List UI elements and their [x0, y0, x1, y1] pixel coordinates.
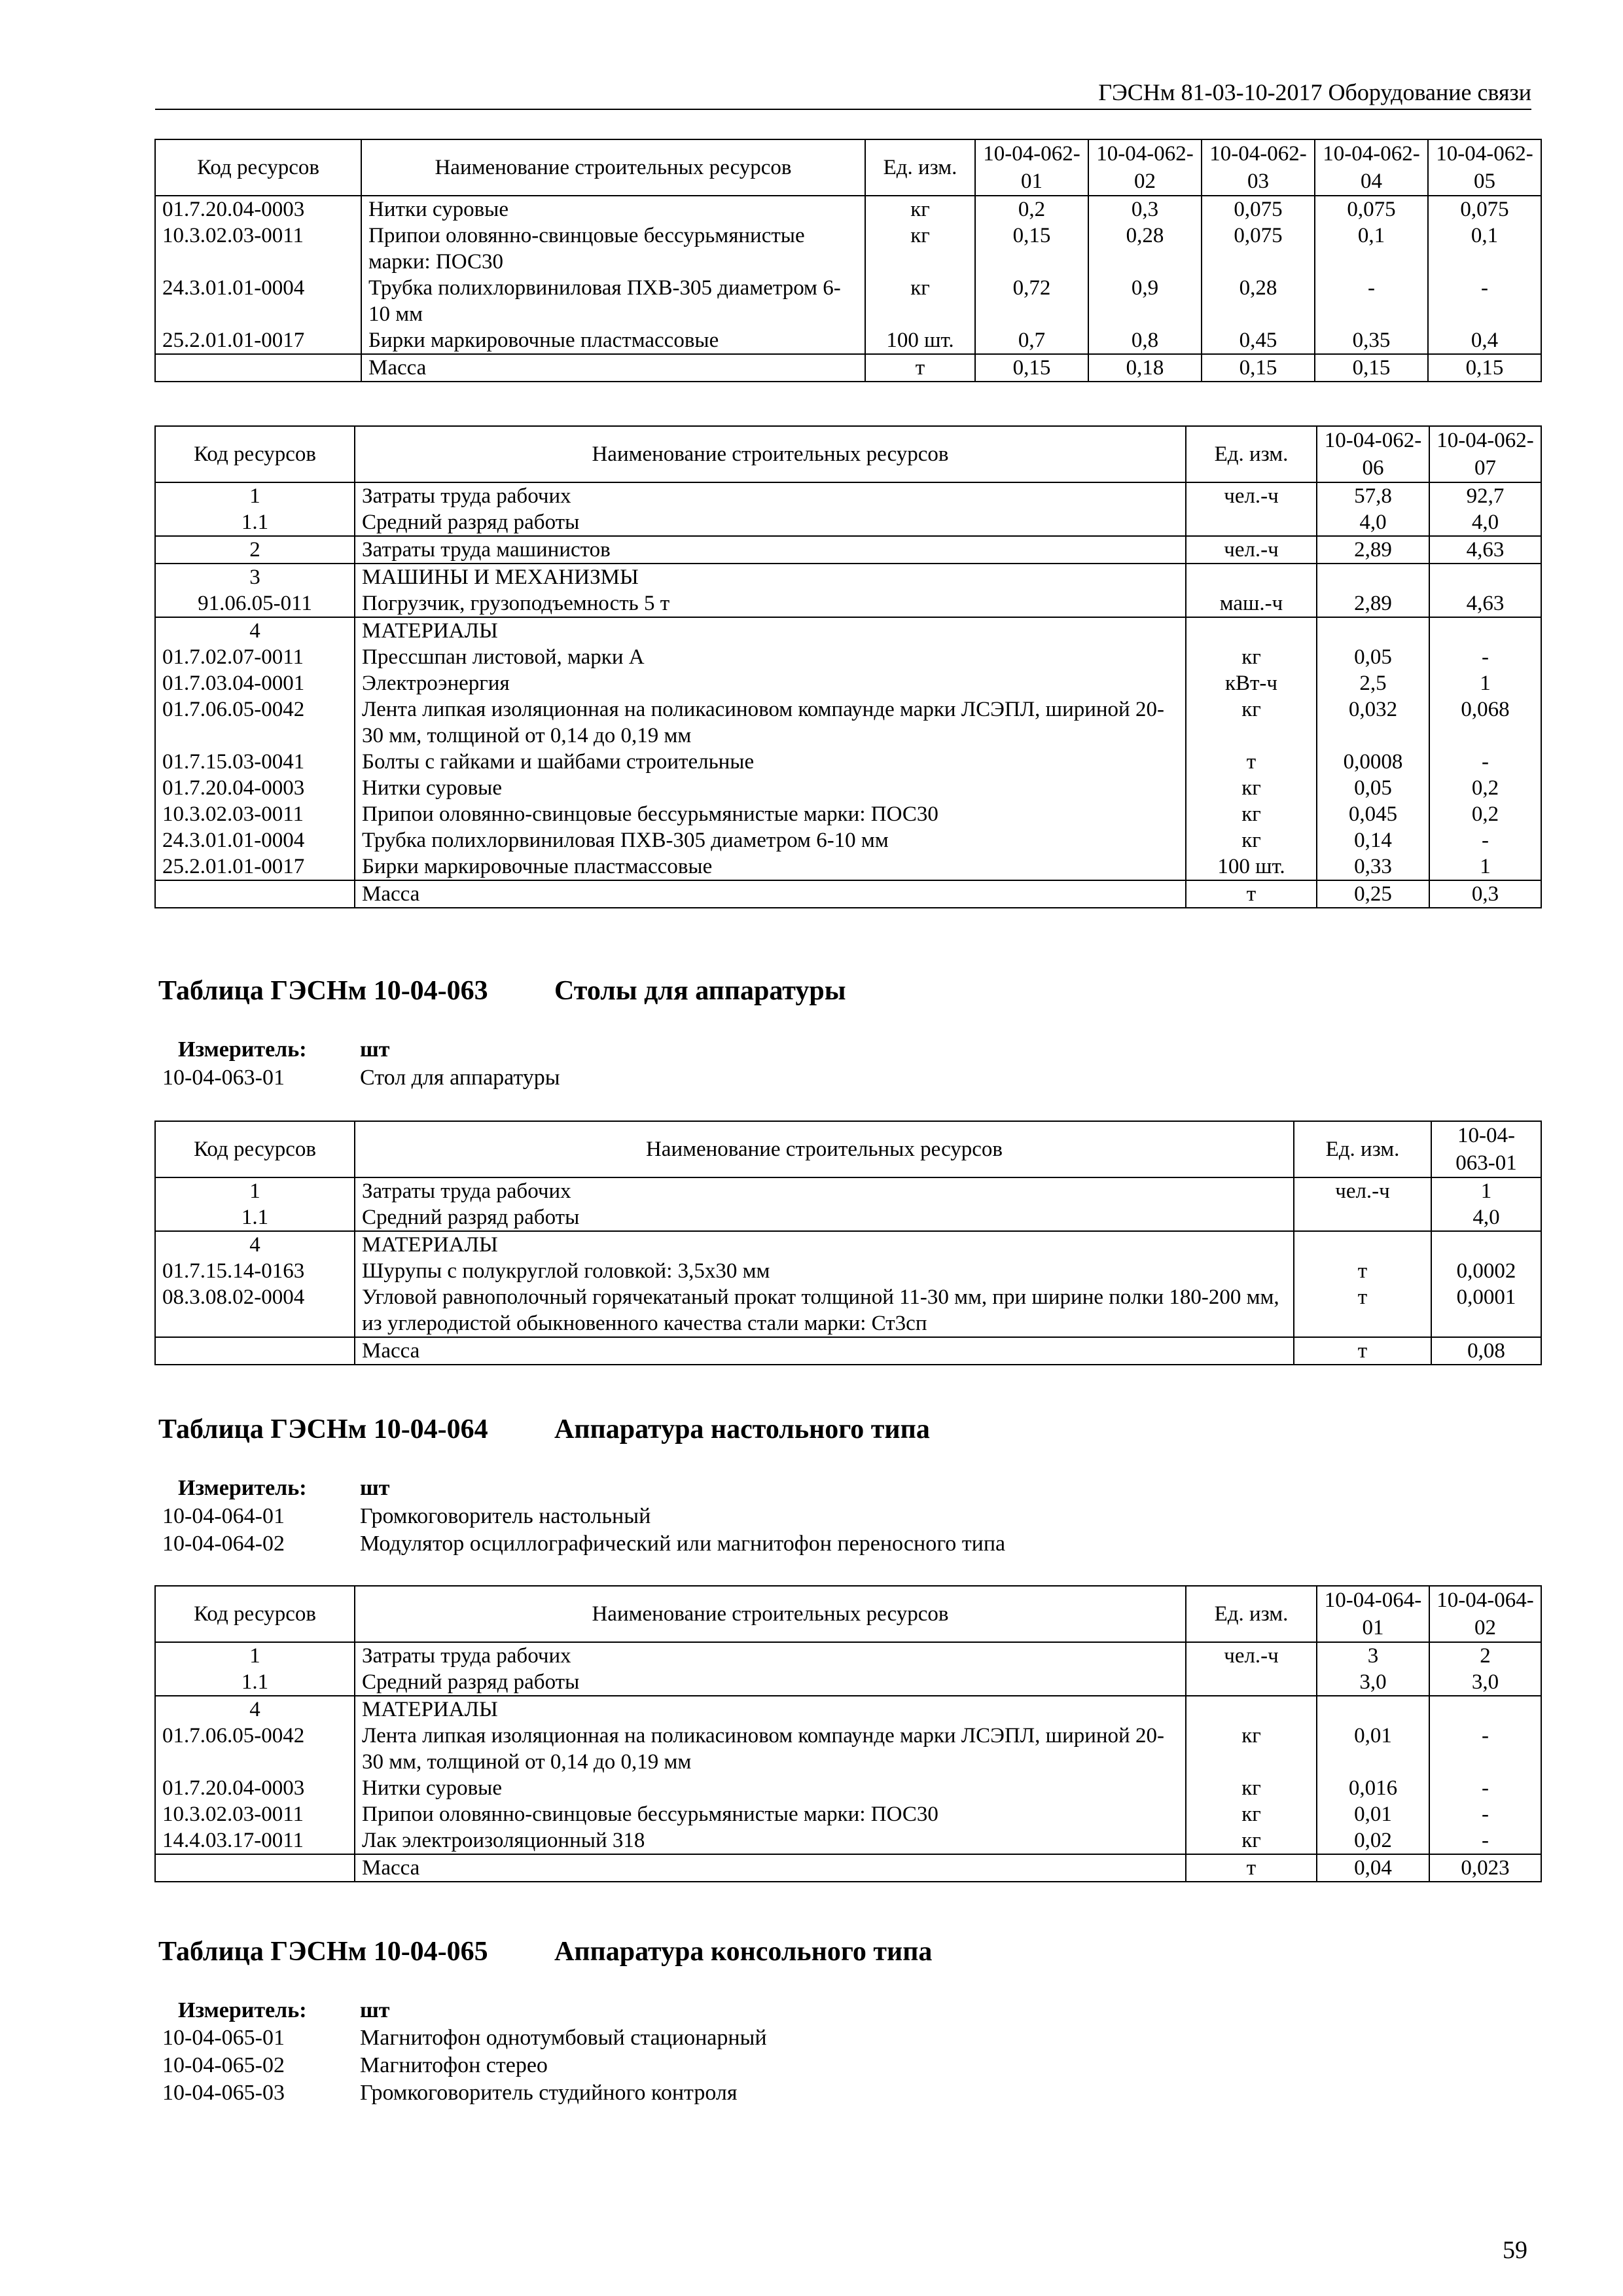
- measure-unit: шт: [360, 1476, 390, 1500]
- resource-value: 1: [1429, 670, 1541, 696]
- section-title: МАТЕРИАЛЫ: [355, 1231, 1294, 1258]
- measure-unit: шт: [360, 1037, 390, 1062]
- table-row: [155, 327, 1541, 354]
- resource-name: Масса: [355, 1854, 1186, 1882]
- norm-description: Магнитофон стерео: [360, 2053, 548, 2077]
- resource-unit: кг: [865, 275, 975, 327]
- section-title: МАТЕРИАЛЫ: [355, 1696, 1186, 1723]
- resource-unit: [1186, 1669, 1317, 1696]
- table-row: [155, 644, 1541, 670]
- resource-value: [1431, 1231, 1541, 1258]
- resource-name: Бирки маркировочные пластмассовые: [355, 853, 1186, 880]
- resource-name: Затраты труда рабочих: [355, 1642, 1186, 1669]
- resource-unit: кг: [1186, 1723, 1317, 1775]
- resource-name: Трубка полихлорвиниловая ПХВ-305 диаметром 6-10 мм: [355, 827, 1186, 853]
- resource-code: 01.7.20.04-0003: [155, 196, 361, 223]
- table-row: [155, 801, 1541, 827]
- resource-name: Шурупы с полукруглой головкой: 3,5х30 мм: [355, 1258, 1294, 1284]
- table-row: [155, 223, 1541, 275]
- resource-unit: [1186, 617, 1317, 644]
- resource-value: 4,0: [1317, 509, 1429, 536]
- mass-row: [155, 354, 1541, 382]
- resource-value: 0,9: [1088, 275, 1202, 327]
- mass-row: [155, 1854, 1541, 1882]
- col-header-code: Код ресурсов: [155, 426, 355, 482]
- resource-value: 0,075: [1202, 196, 1315, 223]
- resource-unit: [1186, 1696, 1317, 1723]
- resource-value: 0,8: [1088, 327, 1202, 354]
- resource-value: 0,2: [1429, 775, 1541, 801]
- table-title-065: [158, 1936, 933, 1967]
- resource-name: Нитки суровые: [361, 196, 865, 223]
- resource-value: 1: [1429, 853, 1541, 880]
- section-row: [155, 564, 1541, 590]
- measure-unit: шт: [360, 1998, 390, 2022]
- resource-value: -: [1429, 1775, 1541, 1801]
- norm-description: Громкоговоритель студийного контроля: [360, 2081, 738, 2105]
- resource-name: Средний разряд работы: [355, 509, 1186, 536]
- resource-value: 0,3: [1088, 196, 1202, 223]
- resource-value: -: [1429, 1723, 1541, 1775]
- resource-value: 2,89: [1317, 590, 1429, 617]
- table-name: Аппаратура консольного типа: [554, 1937, 933, 1967]
- table-code: Таблица ГЭСНм 10-04-064: [158, 1414, 488, 1444]
- resource-unit: кг: [1186, 1827, 1317, 1854]
- resource-value: 0,1: [1428, 223, 1541, 275]
- table-row: [155, 590, 1541, 617]
- table-name: Столы для аппаратуры: [554, 976, 846, 1006]
- norm-description: Стол для аппаратуры: [360, 1066, 560, 1090]
- resource-unit: кВт-ч: [1186, 670, 1317, 696]
- resource-name: Лента липкая изоляционная на поликасиновом компаунде марки ЛСЭПЛ, шириной 20-30 мм, толщиной от 0,14 до 0,19 мм: [355, 696, 1186, 749]
- resource-code: 10.3.02.03-0011: [155, 1801, 355, 1827]
- resource-value: [1429, 1696, 1541, 1723]
- table-code: Таблица ГЭСНм 10-04-065: [158, 1937, 488, 1967]
- resource-value: 4,63: [1429, 590, 1541, 617]
- resource-value: -: [1429, 1827, 1541, 1854]
- resource-value: 0,15: [975, 223, 1088, 275]
- resource-value: 0,016: [1317, 1775, 1429, 1801]
- resource-table-063: [154, 1121, 1542, 1365]
- col-header-norm: 10-04-064-01: [1317, 1586, 1429, 1642]
- table-row: [155, 1258, 1541, 1284]
- col-header-code: Код ресурсов: [155, 139, 361, 196]
- resource-name: Средний разряд работы: [355, 1669, 1186, 1696]
- page-number: 59: [1503, 2236, 1527, 2264]
- section-number: 4: [155, 1696, 355, 1723]
- resource-value: [1429, 617, 1541, 644]
- table-row: [155, 775, 1541, 801]
- resource-value: 2,89: [1317, 536, 1429, 564]
- resource-unit: чел.-ч: [1186, 482, 1317, 509]
- resource-value: 0,02: [1317, 1827, 1429, 1854]
- measure-label: Измеритель:: [178, 1998, 307, 2022]
- resource-value: 0,7: [975, 327, 1088, 354]
- resource-value: 0,15: [1202, 354, 1315, 382]
- resource-name: Припои оловянно-свинцовые бессурьмянистые марки: ПОС30: [355, 1801, 1186, 1827]
- resource-name: Нитки суровые: [355, 1775, 1186, 1801]
- norm-code: 10-04-065-03: [162, 2081, 285, 2105]
- table-row: [155, 1642, 1541, 1669]
- section-number: 4: [155, 1231, 355, 1258]
- resource-value: 0,28: [1088, 223, 1202, 275]
- table-header-row: [155, 1121, 1541, 1177]
- table-row: [155, 482, 1541, 509]
- col-header-name: Наименование строительных ресурсов: [361, 139, 865, 196]
- resource-value: 0,05: [1317, 644, 1429, 670]
- table-header-row: [155, 1586, 1541, 1642]
- resource-value: 0,45: [1202, 327, 1315, 354]
- table-header-row: [155, 426, 1541, 482]
- section-row: [155, 617, 1541, 644]
- resource-value: 0,01: [1317, 1801, 1429, 1827]
- resource-value: 0,2: [975, 196, 1088, 223]
- norm-code: 10-04-064-01: [162, 1504, 285, 1528]
- norm-code: 10-04-065-01: [162, 2026, 285, 2050]
- resource-value: 0,35: [1315, 327, 1428, 354]
- resource-code: 1.1: [155, 1669, 355, 1696]
- resource-name: Средний разряд работы: [355, 1204, 1294, 1231]
- resource-code: 01.7.02.07-0011: [155, 644, 355, 670]
- table-row: [155, 749, 1541, 775]
- section-row: [155, 1231, 1541, 1258]
- resource-table-062-a: [154, 139, 1542, 382]
- resource-table-062-b: [154, 425, 1542, 908]
- resource-code: 10.3.02.03-0011: [155, 223, 361, 275]
- resource-value: 3: [1317, 1642, 1429, 1669]
- resource-table-064: [154, 1585, 1542, 1882]
- resource-value: 0,023: [1429, 1854, 1541, 1882]
- resource-value: 0,075: [1202, 223, 1315, 275]
- table-row: [155, 1177, 1541, 1204]
- norm-description: Модулятор осциллографический или магнитофон переносного типа: [360, 1532, 1006, 1556]
- col-header-norm: 10-04-062-07: [1429, 426, 1541, 482]
- resource-code: 1: [155, 482, 355, 509]
- resource-unit: [1186, 564, 1317, 590]
- table-row: [155, 1827, 1541, 1854]
- resource-value: 3,0: [1317, 1669, 1429, 1696]
- resource-unit: [1294, 1231, 1431, 1258]
- resource-name: Прессшпан листовой, марки А: [355, 644, 1186, 670]
- resource-name: Масса: [355, 880, 1186, 908]
- resource-value: -: [1429, 749, 1541, 775]
- table-row: [155, 853, 1541, 880]
- resource-name: Погрузчик, грузоподъемность 5 т: [355, 590, 1186, 617]
- col-header-norm: 10-04-062-04: [1315, 139, 1428, 196]
- resource-unit: кг: [1186, 696, 1317, 749]
- resource-code: 2: [155, 536, 355, 564]
- resource-value: 3,0: [1429, 1669, 1541, 1696]
- norm-description: Громкоговоритель настольный: [360, 1504, 651, 1528]
- resource-value: 0,3: [1429, 880, 1541, 908]
- col-header-unit: Ед. изм.: [1186, 426, 1317, 482]
- resource-unit: т: [1186, 880, 1317, 908]
- resource-value: -: [1429, 644, 1541, 670]
- resource-unit: маш.-ч: [1186, 590, 1317, 617]
- resource-unit: чел.-ч: [1186, 536, 1317, 564]
- resource-value: -: [1315, 275, 1428, 327]
- resource-code: 91.06.05-011: [155, 590, 355, 617]
- col-header-name: Наименование строительных ресурсов: [355, 426, 1186, 482]
- resource-code: 1.1: [155, 509, 355, 536]
- table-header-row: [155, 139, 1541, 196]
- resource-value: 92,7: [1429, 482, 1541, 509]
- resource-name: Масса: [361, 354, 865, 382]
- section-title: МАТЕРИАЛЫ: [355, 617, 1186, 644]
- resource-code: [155, 354, 361, 382]
- resource-value: 0,4: [1428, 327, 1541, 354]
- measure-label: Измеритель:: [178, 1476, 307, 1500]
- resource-unit: кг: [865, 223, 975, 275]
- norm-code: 10-04-064-02: [162, 1532, 285, 1556]
- table-row: [155, 1284, 1541, 1337]
- resource-value: 0,05: [1317, 775, 1429, 801]
- resource-value: 0,0001: [1431, 1284, 1541, 1337]
- table-row: [155, 196, 1541, 223]
- resource-value: 0,0008: [1317, 749, 1429, 775]
- resource-name: Затраты труда машинистов: [355, 536, 1186, 564]
- resource-unit: кг: [1186, 644, 1317, 670]
- resource-value: 0,068: [1429, 696, 1541, 749]
- resource-value: 0,15: [975, 354, 1088, 382]
- resource-name: Затраты труда рабочих: [355, 1177, 1294, 1204]
- col-header-unit: Ед. изм.: [865, 139, 975, 196]
- table-row: [155, 509, 1541, 536]
- resource-name: Нитки суровые: [355, 775, 1186, 801]
- resource-code: 01.7.15.14-0163: [155, 1258, 355, 1284]
- table-row: [155, 275, 1541, 327]
- resource-code: 10.3.02.03-0011: [155, 801, 355, 827]
- resource-name: Трубка полихлорвиниловая ПХВ-305 диаметром 6-10 мм: [361, 275, 865, 327]
- table-row: [155, 1669, 1541, 1696]
- table-row: [155, 827, 1541, 853]
- col-header-norm: 10-04-064-02: [1429, 1586, 1541, 1642]
- col-header-name: Наименование строительных ресурсов: [355, 1121, 1294, 1177]
- resource-name: Припои оловянно-свинцовые бессурьмянистые марки: ПОС30: [355, 801, 1186, 827]
- resource-value: 0,14: [1317, 827, 1429, 853]
- resource-unit: 100 шт.: [865, 327, 975, 354]
- resource-name: Лак электроизоляционный 318: [355, 1827, 1186, 1854]
- resource-value: 0,04: [1317, 1854, 1429, 1882]
- resource-value: 0,1: [1315, 223, 1428, 275]
- resource-name: Угловой равнополочный горячекатаный прокат толщиной 11-30 мм, при ширине полки 180-200 мм, из углеродистой обыкновенного качества стали марки: Ст3сп: [355, 1284, 1294, 1337]
- measure-label: Измеритель:: [178, 1037, 307, 1062]
- resource-code: 1: [155, 1177, 355, 1204]
- resource-unit: кг: [1186, 1775, 1317, 1801]
- table-row: [155, 536, 1541, 564]
- col-header-norm: 10-04-062-01: [975, 139, 1088, 196]
- resource-value: 0,25: [1317, 880, 1429, 908]
- resource-value: 0,08: [1431, 1337, 1541, 1365]
- resource-code: 08.3.08.02-0004: [155, 1284, 355, 1337]
- resource-value: 0,01: [1317, 1723, 1429, 1775]
- resource-value: -: [1429, 827, 1541, 853]
- col-header-name: Наименование строительных ресурсов: [355, 1586, 1186, 1642]
- table-row: [155, 670, 1541, 696]
- resource-name: Электроэнергия: [355, 670, 1186, 696]
- resource-code: 25.2.01.01-0017: [155, 327, 361, 354]
- resource-name: Затраты труда рабочих: [355, 482, 1186, 509]
- resource-unit: т: [1186, 749, 1317, 775]
- resource-value: 0,15: [1428, 354, 1541, 382]
- table-name: Аппаратура настольного типа: [554, 1414, 930, 1444]
- resource-unit: т: [1294, 1258, 1431, 1284]
- resource-code: [155, 880, 355, 908]
- resource-code: 01.7.20.04-0003: [155, 1775, 355, 1801]
- resource-unit: чел.-ч: [1294, 1177, 1431, 1204]
- col-header-code: Код ресурсов: [155, 1586, 355, 1642]
- resource-value: [1317, 617, 1429, 644]
- resource-code: 1.1: [155, 1204, 355, 1231]
- resource-unit: кг: [1186, 801, 1317, 827]
- resource-code: 01.7.06.05-0042: [155, 1723, 355, 1775]
- table-title-064: [158, 1414, 930, 1445]
- resource-name: Лента липкая изоляционная на поликасиновом компаунде марки ЛСЭПЛ, шириной 20-30 мм, толщиной от 0,14 до 0,19 мм: [355, 1723, 1186, 1775]
- resource-value: [1429, 564, 1541, 590]
- col-header-code: Код ресурсов: [155, 1121, 355, 1177]
- page-header: ГЭСНм 81-03-10-2017 Оборудование связи: [155, 77, 1531, 110]
- resource-name: Бирки маркировочные пластмассовые: [361, 327, 865, 354]
- resource-code: 01.7.03.04-0001: [155, 670, 355, 696]
- mass-row: [155, 1337, 1541, 1365]
- section-number: 3: [155, 564, 355, 590]
- mass-row: [155, 880, 1541, 908]
- col-header-norm: 10-04-062-02: [1088, 139, 1202, 196]
- table-row: [155, 1775, 1541, 1801]
- resource-value: 0,18: [1088, 354, 1202, 382]
- col-header-unit: Ед. изм.: [1186, 1586, 1317, 1642]
- section-title: МАШИНЫ И МЕХАНИЗМЫ: [355, 564, 1186, 590]
- resource-value: 2: [1429, 1642, 1541, 1669]
- resource-name: Болты с гайками и шайбами строительные: [355, 749, 1186, 775]
- resource-name: Припои оловянно-свинцовые бессурьмянистые марки: ПОС30: [361, 223, 865, 275]
- col-header-norm: 10-04-062-05: [1428, 139, 1541, 196]
- resource-code: 25.2.01.01-0017: [155, 853, 355, 880]
- resource-name: Масса: [355, 1337, 1294, 1365]
- resource-unit: [1294, 1204, 1431, 1231]
- col-header-norm: 10-04-062-06: [1317, 426, 1429, 482]
- table-row: [155, 696, 1541, 749]
- section-row: [155, 1696, 1541, 1723]
- resource-unit: кг: [1186, 827, 1317, 853]
- resource-unit: т: [1294, 1337, 1431, 1365]
- resource-unit: кг: [1186, 775, 1317, 801]
- table-row: [155, 1801, 1541, 1827]
- resource-value: 0,28: [1202, 275, 1315, 327]
- resource-value: 0,0002: [1431, 1258, 1541, 1284]
- table-title-063: [158, 975, 846, 1007]
- resource-unit: т: [1294, 1284, 1431, 1337]
- resource-unit: кг: [1186, 1801, 1317, 1827]
- resource-value: 0,72: [975, 275, 1088, 327]
- resource-unit: кг: [865, 196, 975, 223]
- resource-value: 57,8: [1317, 482, 1429, 509]
- resource-code: 01.7.20.04-0003: [155, 775, 355, 801]
- table-row: [155, 1204, 1541, 1231]
- section-number: 4: [155, 617, 355, 644]
- resource-value: 0,045: [1317, 801, 1429, 827]
- resource-code: 1: [155, 1642, 355, 1669]
- resource-value: 0,032: [1317, 696, 1429, 749]
- resource-unit: 100 шт.: [1186, 853, 1317, 880]
- resource-code: 01.7.06.05-0042: [155, 696, 355, 749]
- resource-value: 2,5: [1317, 670, 1429, 696]
- resource-code: 24.3.01.01-0004: [155, 275, 361, 327]
- norm-description: Магнитофон однотумбовый стационарный: [360, 2026, 767, 2050]
- resource-value: 4,0: [1429, 509, 1541, 536]
- resource-value: 0,075: [1315, 196, 1428, 223]
- col-header-norm: 10-04-062-03: [1202, 139, 1315, 196]
- resource-value: [1317, 564, 1429, 590]
- resource-code: 01.7.15.03-0041: [155, 749, 355, 775]
- resource-value: 4,63: [1429, 536, 1541, 564]
- resource-value: 0,33: [1317, 853, 1429, 880]
- norm-code: 10-04-065-02: [162, 2053, 285, 2077]
- resource-value: -: [1428, 275, 1541, 327]
- resource-unit: [1186, 509, 1317, 536]
- table-code: Таблица ГЭСНм 10-04-063: [158, 976, 488, 1006]
- resource-unit: чел.-ч: [1186, 1642, 1317, 1669]
- resource-code: [155, 1854, 355, 1882]
- resource-value: -: [1429, 1801, 1541, 1827]
- resource-unit: т: [1186, 1854, 1317, 1882]
- resource-code: 24.3.01.01-0004: [155, 827, 355, 853]
- col-header-unit: Ед. изм.: [1294, 1121, 1431, 1177]
- norm-code: 10-04-063-01: [162, 1066, 285, 1090]
- resource-value: [1317, 1696, 1429, 1723]
- resource-code: 14.4.03.17-0011: [155, 1827, 355, 1854]
- resource-value: 4,0: [1431, 1204, 1541, 1231]
- table-row: [155, 1723, 1541, 1775]
- resource-value: 1: [1431, 1177, 1541, 1204]
- resource-value: 0,2: [1429, 801, 1541, 827]
- resource-code: [155, 1337, 355, 1365]
- resource-value: 0,075: [1428, 196, 1541, 223]
- resource-unit: т: [865, 354, 975, 382]
- col-header-norm: 10-04-063-01: [1431, 1121, 1541, 1177]
- resource-value: 0,15: [1315, 354, 1428, 382]
